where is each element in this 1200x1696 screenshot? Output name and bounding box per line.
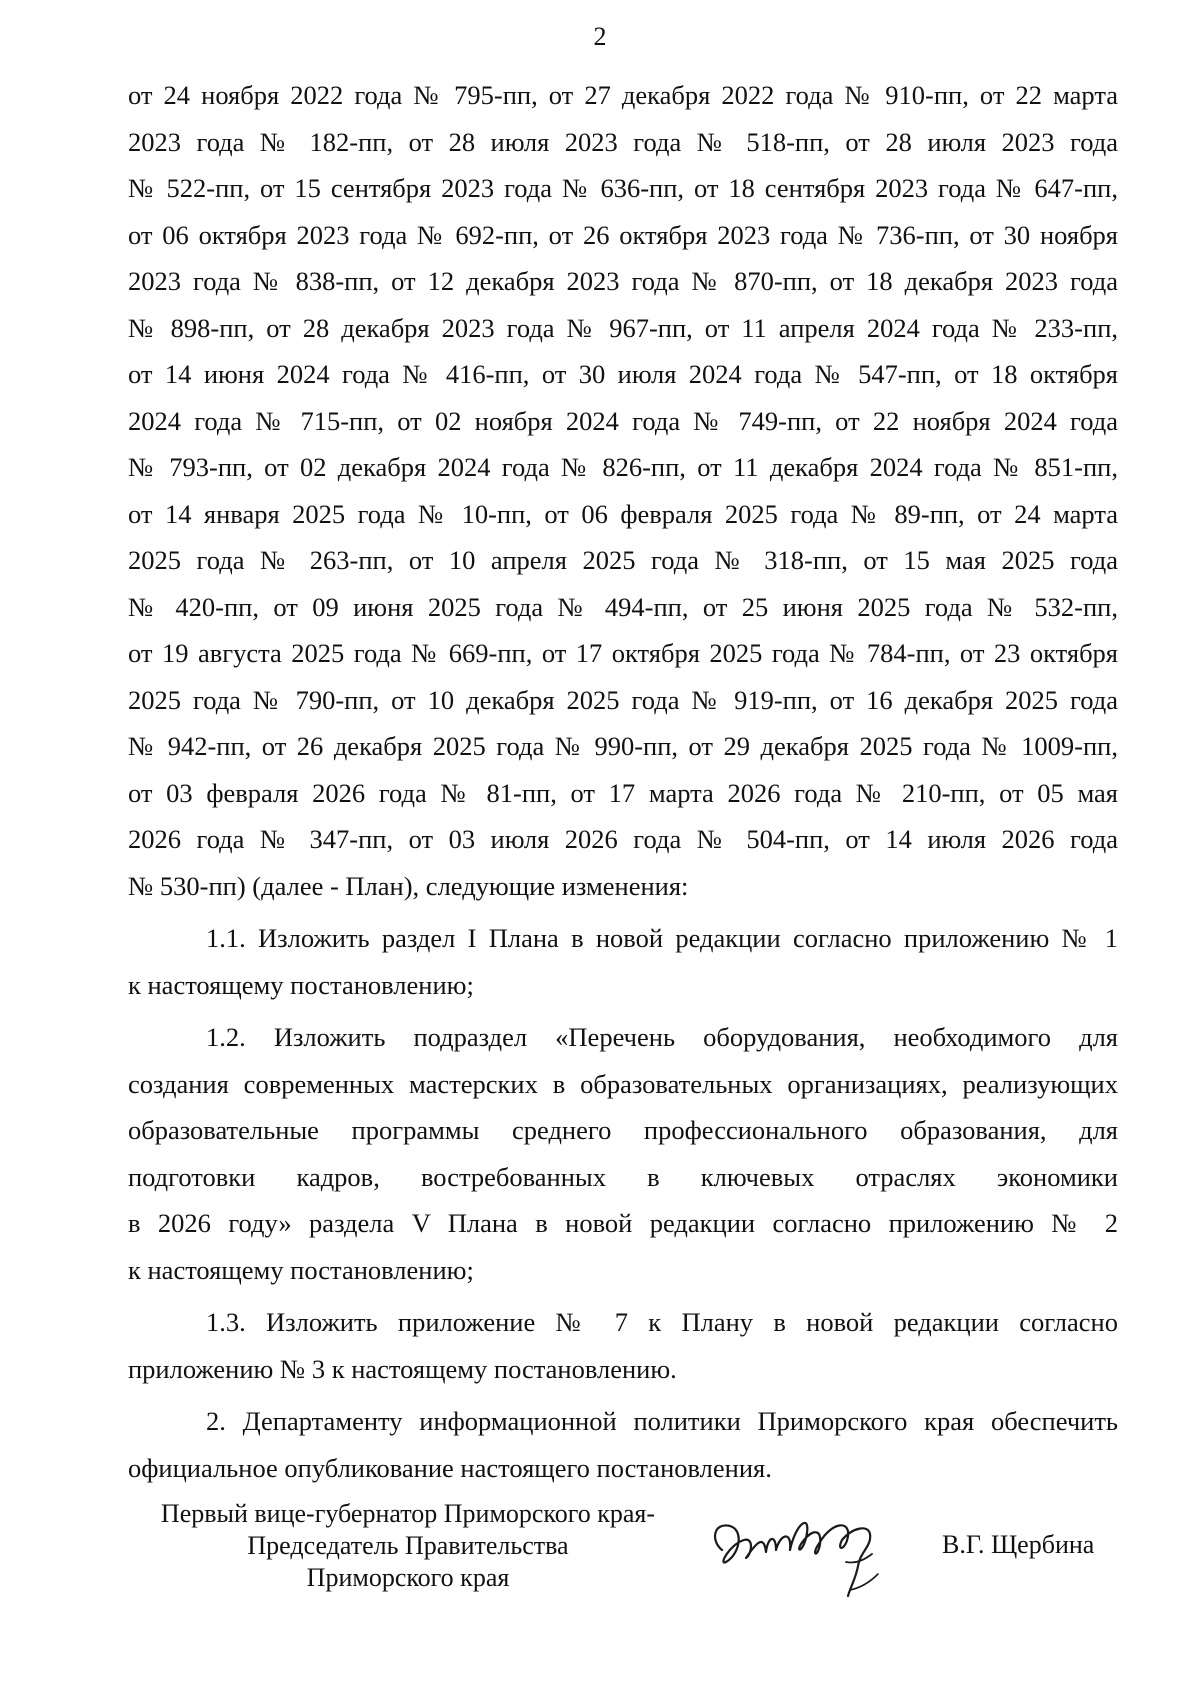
- item-1-1-line: к настоящему постановлению;: [128, 969, 474, 1000]
- body-line: 2024 года № 715-пп, от 02 ноября 2024 года № 749-пп, от 22 ноября 2024 года: [128, 405, 1118, 436]
- body-line: от 06 октября 2023 года № 692-пп, от 26 октября 2023 года № 736-пп, от 30 ноября: [128, 219, 1118, 250]
- body-line: 2023 года № 838-пп, от 12 декабря 2023 года № 870-пп, от 18 декабря 2023 года: [128, 266, 1118, 296]
- item-1-2-line: создания современных мастерских в образовательных организациях, реализующих: [128, 1068, 1118, 1099]
- signature-block: [0, 1498, 1200, 1648]
- item-2-line: официальное опубликование настоящего постановления.: [128, 1452, 772, 1483]
- handwritten-signature: [700, 1492, 910, 1602]
- item-1-2-paragraph: [128, 1014, 1118, 1293]
- body-line: от 14 января 2025 года № 10-пп, от 06 февраля 2025 года № 89-пп, от 24 марта: [128, 498, 1118, 529]
- item-1-2-line: образовательные программы среднего профессионального образования, для: [128, 1115, 1118, 1145]
- body-line: от 19 августа 2025 года № 669-пп, от 17 октября 2025 года № 784-пп, от 23 октября: [128, 638, 1118, 668]
- item-1-1-paragraph: [128, 915, 1118, 1008]
- signatory-title: [128, 1498, 688, 1594]
- document-body: [128, 72, 1118, 1491]
- item-2-line: 2. Департаменту информационной политики Приморского края обеспечить: [206, 1406, 1118, 1436]
- amendment-list-paragraph: [128, 72, 1118, 909]
- item-1-3-paragraph: [128, 1299, 1118, 1392]
- item-1-3-line: 1.3. Изложить приложение № 7 к Плану в новой редакции согласно: [206, 1307, 1118, 1337]
- body-line: № 530-пп) (далее - План), следующие изменения:: [128, 870, 689, 901]
- item-1-1-line: 1.1. Изложить раздел I Плана в новой редакции согласно приложению № 1: [206, 923, 1118, 953]
- body-line: 2026 года № 347-пп, от 03 июля 2026 года № 504-пп, от 14 июля 2026 года: [128, 824, 1118, 854]
- body-line: от 14 июня 2024 года № 416-пп, от 30 июля 2024 года № 547-пп, от 18 октября: [128, 359, 1118, 389]
- body-line: 2023 года № 182-пп, от 28 июля 2023 года № 518-пп, от 28 июля 2023 года: [128, 126, 1118, 157]
- signatory-title-line: Председатель Правительства: [247, 1531, 569, 1560]
- body-line: № 793-пп, от 02 декабря 2024 года № 826-пп, от 11 декабря 2024 года № 851-пп,: [128, 452, 1118, 482]
- body-line: 2025 года № 790-пп, от 10 декабря 2025 года № 919-пп, от 16 декабря 2025 года: [128, 684, 1118, 715]
- body-line: № 942-пп, от 26 декабря 2025 года № 990-пп, от 29 декабря 2025 года № 1009-пп,: [128, 731, 1118, 761]
- item-1-2-line: подготовки кадров, востребованных в ключевых отраслях экономики: [128, 1161, 1118, 1192]
- body-line: от 24 ноября 2022 года № 795-пп, от 27 декабря 2022 года № 910-пп, от 22 марта: [128, 80, 1118, 110]
- body-line: 2025 года № 263-пп, от 10 апреля 2025 года № 318-пп, от 15 мая 2025 года: [128, 545, 1118, 575]
- signatory-title-line: Первый вице-губернатор Приморского края-: [160, 1499, 656, 1528]
- signatory-title-line: Приморского края: [306, 1563, 510, 1592]
- item-1-2-line: 1.2. Изложить подраздел «Перечень оборудования, необходимого для: [206, 1022, 1118, 1052]
- item-1-2-line: в 2026 году» раздела V Плана в новой редакции согласно приложению № 2: [128, 1208, 1118, 1238]
- body-line: № 522-пп, от 15 сентября 2023 года № 636-пп, от 18 сентября 2023 года № 647-пп,: [128, 173, 1118, 203]
- item-2-paragraph: [128, 1398, 1118, 1491]
- signatory-name: В.Г. Щербина: [942, 1530, 1095, 1559]
- body-line: № 420-пп, от 09 июня 2025 года № 494-пп, от 25 июня 2025 года № 532-пп,: [128, 591, 1118, 622]
- item-1-3-line: приложению № 3 к настоящему постановлению.: [128, 1353, 677, 1384]
- body-line: от 03 февраля 2026 года № 81-пп, от 17 марта 2026 года № 210-пп, от 05 мая: [128, 777, 1118, 808]
- page-number: 2: [593, 22, 607, 51]
- body-line: № 898-пп, от 28 декабря 2023 года № 967-пп, от 11 апреля 2024 года № 233-пп,: [128, 312, 1118, 343]
- item-1-2-line: к настоящему постановлению;: [128, 1254, 474, 1285]
